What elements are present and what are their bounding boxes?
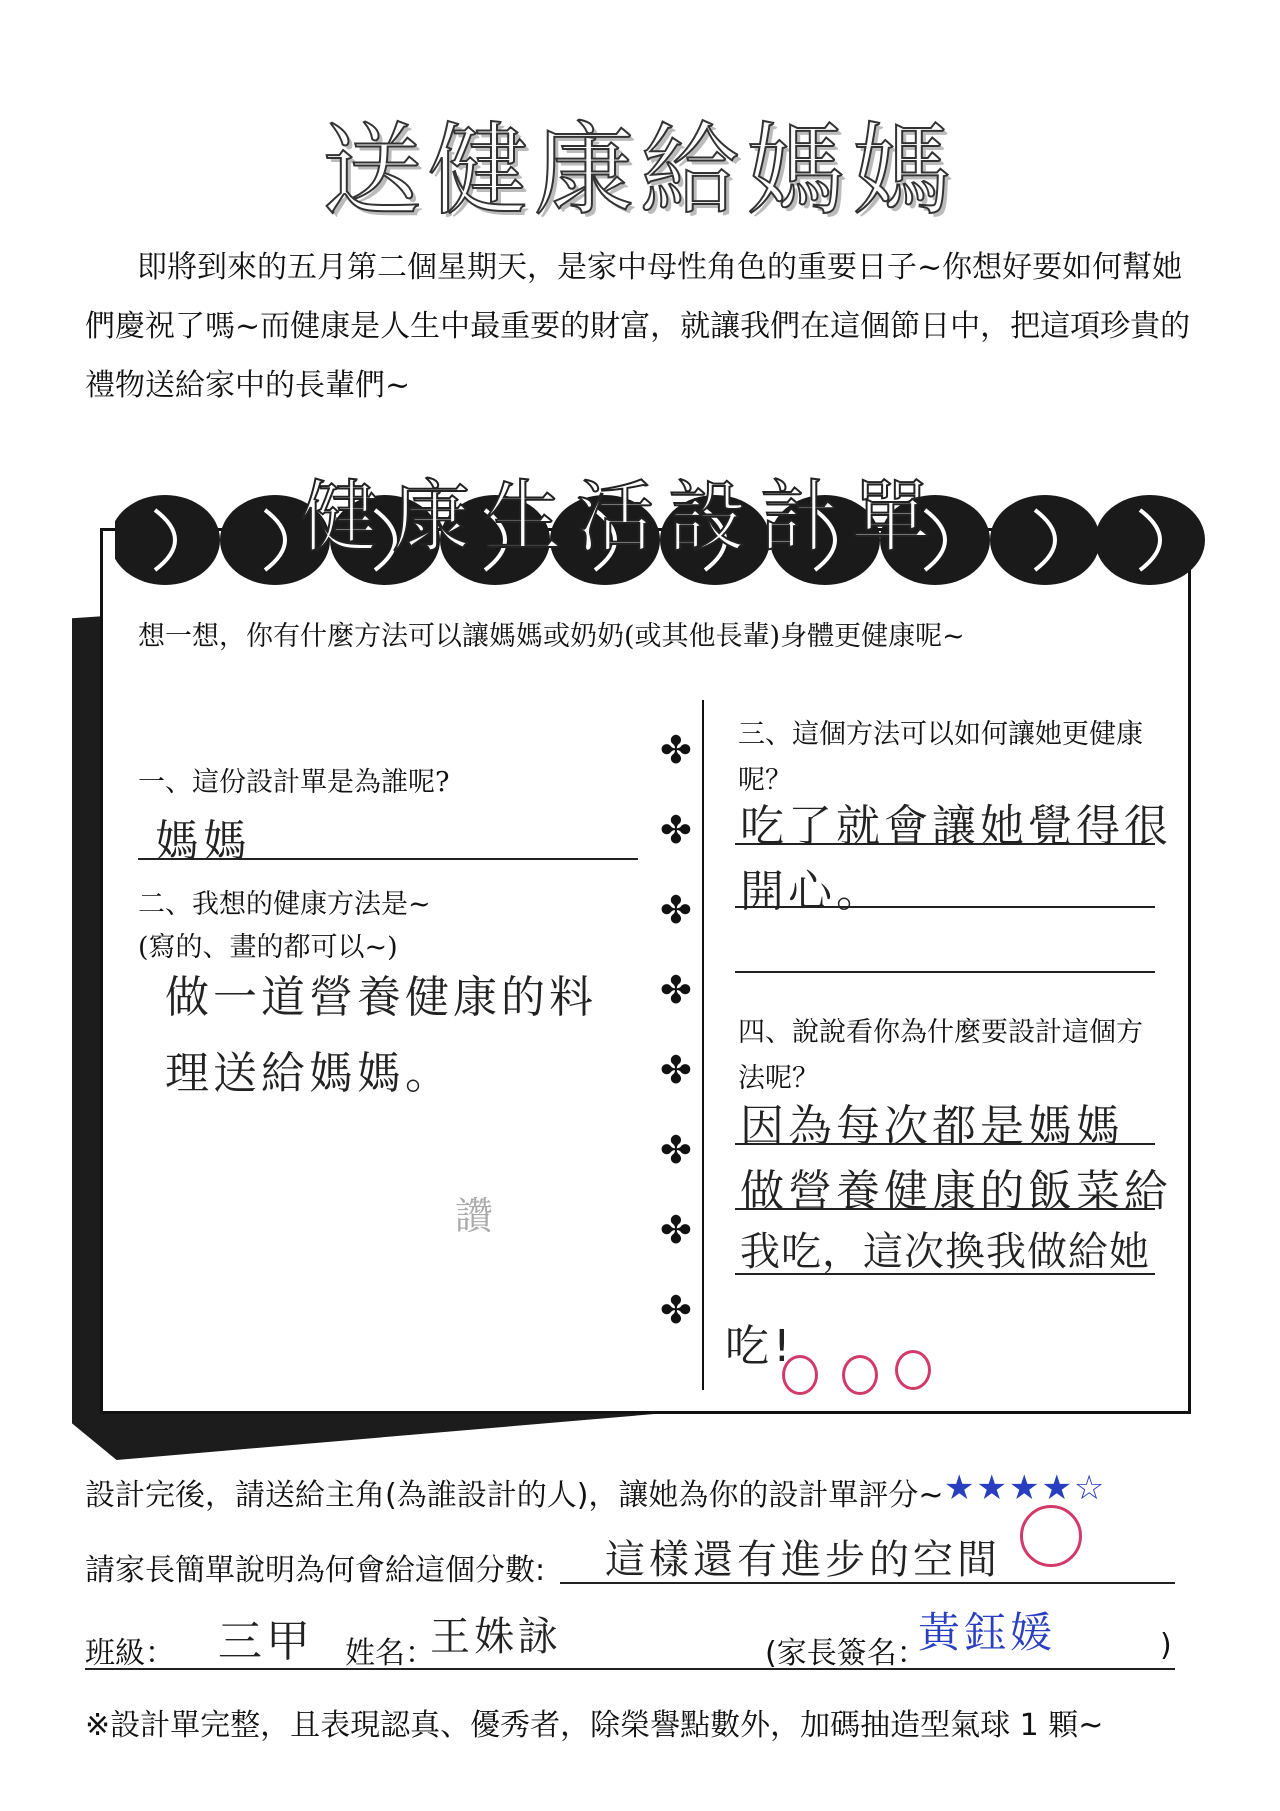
q2-answer[interactable]: 做一道營養健康的料理送給媽媽。 bbox=[165, 972, 597, 1099]
q4-rule-2 bbox=[735, 1208, 1155, 1210]
info-rule bbox=[85, 1668, 1175, 1670]
class-label: 班級： bbox=[85, 1636, 175, 1671]
q3-answer-line1[interactable]: 吃了就會讓她覺得很 bbox=[740, 801, 1172, 852]
parent-sign-value[interactable]: 黃鈺媛 bbox=[918, 1608, 1057, 1657]
q3-rule-1 bbox=[735, 843, 1155, 845]
q1-rule bbox=[138, 858, 638, 860]
q4-answer-line4[interactable]: 吃! bbox=[725, 1321, 795, 1372]
design-prompt: 想一想，你有什麼方法可以讓媽媽或奶奶(或其他長輩)身體更健康呢~ bbox=[138, 621, 965, 652]
banner-title: 健康生活設計單 bbox=[300, 473, 945, 563]
footnote: ※設計單完整，且表現認真、優秀者，除榮譽點數外，加碼抽造型氣球 1 顆~ bbox=[85, 1708, 1104, 1743]
stamp-icon bbox=[782, 1355, 818, 1395]
name-label: 姓名： bbox=[345, 1636, 435, 1671]
q3-answer-line2[interactable]: 開心。 bbox=[740, 866, 884, 917]
intro-paragraph: 即將到來的五月第二個星期天，是家中母性角色的重要日子~你想好要如何幫她們慶祝了嗎~而健康是人生中最重要的財富，就讓我們在這個節日中，把這項珍貴的禮物送給家中的長輩們~ bbox=[85, 250, 1191, 403]
rating-stars[interactable]: ★★★★☆ bbox=[944, 1468, 1107, 1508]
q4-label: 四、說說看你為什麼要設計這個方法呢？ bbox=[738, 1017, 1143, 1094]
q3-rule-2 bbox=[735, 906, 1155, 908]
q4-answer-line3[interactable]: 我吃，這次換我做給她 bbox=[740, 1229, 1150, 1275]
parent-comment-rule bbox=[560, 1582, 1175, 1584]
class-value[interactable]: 三甲 bbox=[218, 1616, 314, 1667]
parent-comment-value[interactable]: 這樣還有進步的空間 bbox=[605, 1537, 1001, 1583]
parent-sign-close: ) bbox=[1160, 1628, 1172, 1663]
stamp-icon bbox=[842, 1355, 878, 1395]
q3-label: 三、這個方法可以如何讓她更健康呢？ bbox=[738, 719, 1143, 796]
stamp-icon bbox=[895, 1350, 931, 1390]
page-title: 送健康給媽媽 bbox=[322, 112, 958, 229]
q4-answer-line2[interactable]: 做營養健康的飯菜給 bbox=[740, 1166, 1172, 1217]
q2-note: (寫的、畫的都可以~) bbox=[138, 932, 398, 963]
q2-label: 二、我想的健康方法是~ bbox=[138, 889, 431, 920]
smiley-stamp-icon bbox=[1020, 1505, 1082, 1567]
stamp-text: 讚 bbox=[455, 1194, 498, 1238]
q4-answer-line1[interactable]: 因為每次都是媽媽 bbox=[740, 1101, 1124, 1152]
rating-label: 設計完後，請送給主角(為誰設計的人)，讓她為你的設計單評分~ bbox=[85, 1478, 944, 1513]
name-value[interactable]: 王姝詠 bbox=[430, 1614, 562, 1660]
q4-rule-3 bbox=[735, 1273, 1155, 1275]
q3-rule-3 bbox=[735, 971, 1155, 973]
parent-comment-label: 請家長簡單說明為何會給這個分數: bbox=[85, 1553, 546, 1588]
parent-sign-label: (家長簽名： bbox=[765, 1636, 927, 1671]
fleur-icon: ✤ ✤ ✤ ✤ ✤ ✤ ✤ ✤ bbox=[660, 728, 692, 1332]
q4-rule-1 bbox=[735, 1143, 1155, 1145]
q1-label: 一、這份設計單是為誰呢? bbox=[138, 767, 450, 798]
q1-answer[interactable]: 媽媽 bbox=[155, 816, 251, 867]
